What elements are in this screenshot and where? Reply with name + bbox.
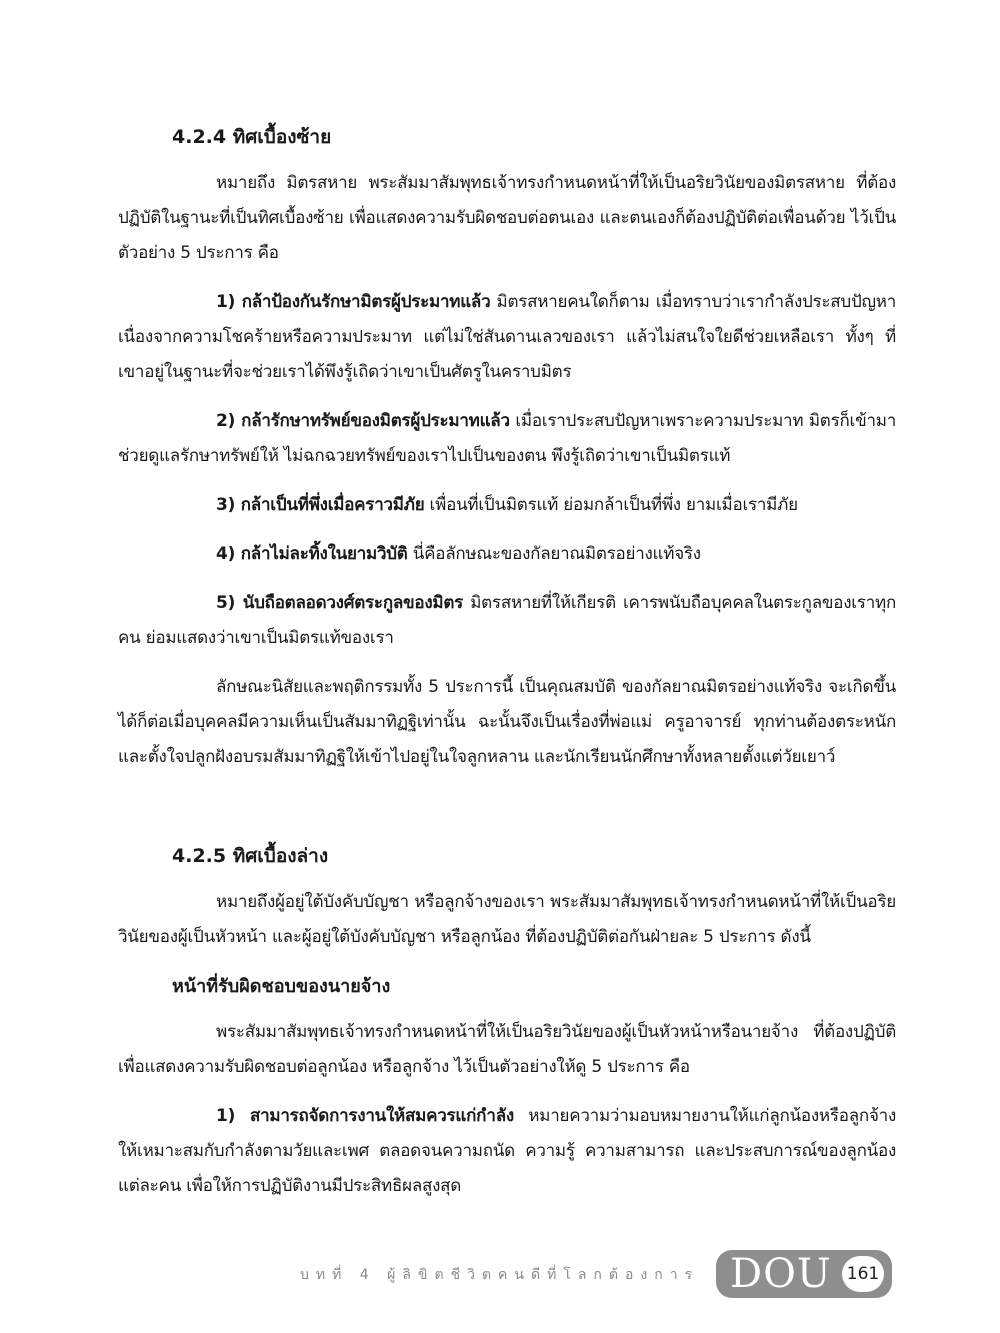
- publisher-badge: [716, 1250, 892, 1298]
- item-lead: 3) กล้าเป็นที่พึ่งเมื่อคราวมีภัย: [216, 495, 425, 515]
- item-lead: 5) นับถือตลอดวงศ์ตระกูลของมิตร: [216, 593, 464, 613]
- item-text: หมายความว่ามอบหมายงานให้แก่ลูกน้องหรือลูกจ้าง ให้เหมาะสมกับกำลังตามวัยและเพศ ตลอดจนความถนัด ความรู้ ความสามารถ และประสบการณ์ของลูกน้องแต่ละคน เพื่อให้การปฏิบัติงานมีประสิทธิผลสูงสุด: [118, 1106, 896, 1196]
- page-footer: [0, 1248, 1000, 1302]
- list-item: [118, 285, 896, 390]
- list-item: [118, 1099, 896, 1204]
- item-text: มิตรสหายคนใดก็ตาม เมื่อทราบว่าเรากำลังประสบปัญหา เนื่องจากความโชคร้ายหรือความประมาท แต่ไม่ใช่สันดานเลวของเรา แล้วไม่สนใจใยดีช่วยเหลือเรา ทั้งๆ ที่เขาอยู่ในฐานะที่จะช่วยเราได้พึงรู้เถิดว่าเขาเป็นศัตรูในคราบมิตร: [118, 292, 897, 382]
- list-item: [118, 488, 896, 523]
- subsection-intro-paragraph: พระสัมมาสัมพุทธเจ้าทรงกำหนดหน้าที่ให้เป็นอริยวินัยของผู้เป็นหัวหน้าหรือนายจ้าง ที่ต้องปฏิบัติเพื่อแสดงความรับผิดชอบต่อลูกน้อง หรือลูกจ้าง ไว้เป็นตัวอย่างให้ดู 5 ประการ คือ: [118, 1022, 896, 1077]
- section-intro-paragraph: หมายถึงผู้อยู่ใต้บังคับบัญชา หรือลูกจ้างของเรา พระสัมมาสัมพุทธเจ้าทรงกำหนดหน้าที่ให้เป็นอริยวินัยของผู้เป็นหัวหน้า และผู้อยู่ใต้บังคับบัญชา หรือลูกน้อง ที่ต้องปฏิบัติต่อกันฝ่ายละ 5 ประการ ดังนี้: [118, 892, 896, 947]
- item-lead: 1) สามารถจัดการงานให้สมควรแก่กำลัง: [216, 1106, 514, 1126]
- item-lead: 1) กล้าป้องกันรักษามิตรผู้ประมาทแล้ว: [216, 292, 491, 312]
- list-item: [118, 404, 896, 474]
- dou-logo: DOU: [730, 1251, 832, 1297]
- section-intro-paragraph: หมายถึง มิตรสหาย พระสัมมาสัมพุทธเจ้าทรงกำหนดหน้าที่ให้เป็นอริยวินัยของมิตรสหาย ที่ต้องปฏิบัติในฐานะที่เป็นทิศเบื้องซ้าย เพื่อแสดงความรับผิดชอบต่อตนเอง และตนเองก็ต้องปฏิบัติต่อเพื่อนด้วย ไว้เป็นตัวอย่าง 5 ประการ คือ: [118, 173, 896, 263]
- page-number: 161: [842, 1256, 884, 1292]
- item-text: เมื่อเราประสบปัญหาเพราะความประมาท มิตรก็เข้ามาช่วยดูแลรักษาทรัพย์ให้ ไม่ฉกฉวยทรัพย์ของเราไปเป็นของตน พึงรู้เถิดว่าเขาเป็นมิตรแท้: [118, 411, 896, 466]
- item-lead: 2) กล้ารักษาทรัพย์ของมิตรผู้ประมาทแล้ว: [216, 411, 510, 431]
- section-heading-4-2-4: 4.2.4 ทิศเบื้องซ้าย: [172, 126, 332, 148]
- list-item: [118, 586, 896, 656]
- section-heading-4-2-5: 4.2.5 ทิศเบื้องล่าง: [172, 845, 329, 867]
- subsection-heading: หน้าที่รับผิดชอบของนายจ้าง: [172, 976, 391, 997]
- item-lead: 4) กล้าไม่ละทิ้งในยามวิบัติ: [216, 544, 408, 564]
- conclusion-paragraph: ลักษณะนิสัยและพฤติกรรมทั้ง 5 ประการนี้ เป็นคุณสมบัติ ของกัลยาณมิตรอย่างแท้จริง จะเกิดขึ้นได้ก็ต่อเมื่อบุคคลมีความเห็นเป็นสัมมาทิฏฐิเท่านั้น ฉะนั้นจึงเป็นเรื่องที่พ่อแม่ ครูอาจารย์ ทุกท่านต้องตระหนัก และตั้งใจปลูกฝังอบรมสัมมาทิฏฐิให้เข้าไปอยู่ในใจลูกหลาน และนักเรียนนักศึกษาทั้งหลายตั้งแต่วัยเยาว์: [118, 677, 896, 767]
- item-text: นี่คือลักษณะของกัลยาณมิตรอย่างแท้จริง: [407, 544, 701, 564]
- chapter-title: บทที่ 4 ผู้ลิขิตชีวิตคนดีที่โลกต้องการ: [300, 1267, 700, 1283]
- list-item: [118, 537, 896, 572]
- item-text: เพื่อนที่เป็นมิตรแท้ ย่อมกล้าเป็นที่พึ่ง ยามเมื่อเรามีภัย: [424, 495, 798, 515]
- page-content: [118, 118, 896, 1204]
- item-text: มิตรสหายที่ให้เกียรติ เคารพนับถือบุคคลในตระกูลของเราทุกคน ย่อมแสดงว่าเขาเป็นมิตรแท้ของเรา: [118, 593, 896, 648]
